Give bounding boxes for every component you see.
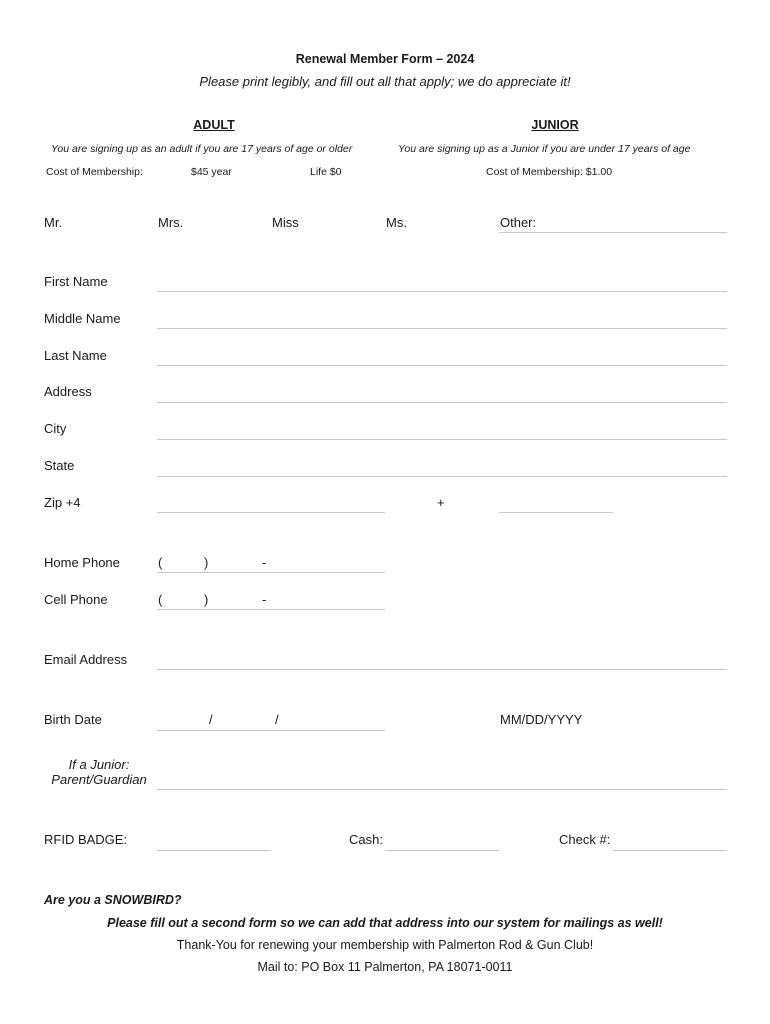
cell-phone-dash: - — [262, 592, 267, 607]
email-input[interactable] — [157, 669, 727, 670]
title-miss[interactable]: Miss — [272, 215, 299, 230]
snowbird-note: Please fill out a second form so we can add that address into our system for mailings as well! — [107, 916, 663, 930]
rfid-label: RFID BADGE: — [44, 832, 128, 847]
address-input[interactable] — [157, 402, 727, 403]
junior-heading: JUNIOR — [531, 118, 579, 132]
parent-guardian-input[interactable] — [157, 789, 727, 790]
first-name-input[interactable] — [157, 291, 727, 292]
form-subtitle: Please print legibly, and fill out all that apply; we do appreciate it! — [199, 74, 571, 89]
adult-cost-life: Life $0 — [310, 166, 342, 178]
state-input[interactable] — [157, 476, 727, 477]
email-label: Email Address — [44, 652, 128, 667]
adult-cost-year: $45 year — [191, 166, 232, 178]
birth-date-input[interactable] — [157, 730, 385, 731]
middle-name-label: Middle Name — [44, 311, 121, 326]
snowbird-question: Are you a SNOWBIRD? — [44, 893, 182, 907]
last-name-label: Last Name — [44, 348, 107, 363]
adult-cost-label: Cost of Membership: — [46, 166, 143, 178]
home-phone-open-paren: ( — [158, 555, 163, 570]
other-input-line[interactable] — [499, 232, 727, 233]
middle-name-input[interactable] — [157, 328, 727, 329]
date-format-hint: MM/DD/YYYY — [500, 712, 583, 727]
birth-date-sep-1: / — [209, 712, 213, 727]
last-name-input[interactable] — [157, 365, 727, 366]
state-label: State — [44, 458, 75, 473]
junior-description: You are signing up as a Junior if you are under 17 years of age — [398, 143, 691, 155]
zip-label: Zip +4 — [44, 495, 81, 510]
first-name-label: First Name — [44, 274, 108, 289]
cell-phone-close-paren: ) — [204, 592, 209, 607]
birth-date-label: Birth Date — [44, 712, 102, 727]
cell-phone-open-paren: ( — [158, 592, 163, 607]
home-phone-input[interactable] — [157, 572, 385, 573]
title-mr[interactable]: Mr. — [44, 215, 63, 230]
junior-cost: Cost of Membership: $1.00 — [486, 166, 613, 178]
zip4-input[interactable] — [499, 512, 613, 513]
rfid-input[interactable] — [157, 850, 271, 851]
adult-description: You are signing up as an adult if you are 17 years of age or older — [51, 143, 353, 155]
cell-phone-label: Cell Phone — [44, 592, 108, 607]
city-label: City — [44, 421, 67, 436]
adult-heading: ADULT — [193, 118, 235, 132]
zip-input[interactable] — [157, 512, 385, 513]
check-input[interactable] — [613, 850, 727, 851]
cash-label: Cash: — [349, 832, 383, 847]
zip-plus: + — [437, 495, 445, 510]
home-phone-close-paren: ) — [204, 555, 209, 570]
city-input[interactable] — [157, 439, 727, 440]
birth-date-sep-2: / — [275, 712, 279, 727]
home-phone-label: Home Phone — [44, 555, 120, 570]
cell-phone-input[interactable] — [157, 609, 385, 610]
cash-input[interactable] — [385, 850, 499, 851]
parent-guardian-label: Parent/Guardian — [51, 772, 147, 787]
title-ms[interactable]: Ms. — [386, 215, 407, 230]
junior-label: If a Junior: — [68, 757, 130, 772]
form-title: Renewal Member Form – 2024 — [295, 52, 475, 66]
title-mrs[interactable]: Mrs. — [158, 215, 184, 230]
title-other: Other: — [500, 215, 537, 230]
address-label: Address — [44, 384, 92, 399]
check-label: Check #: — [559, 832, 611, 847]
home-phone-dash: - — [262, 555, 267, 570]
mailing-address: Mail to: PO Box 11 Palmerton, PA 18071-0011 — [257, 960, 513, 974]
thank-you-note: Thank-You for renewing your membership with Palmerton Rod & Gun Club! — [176, 938, 594, 952]
